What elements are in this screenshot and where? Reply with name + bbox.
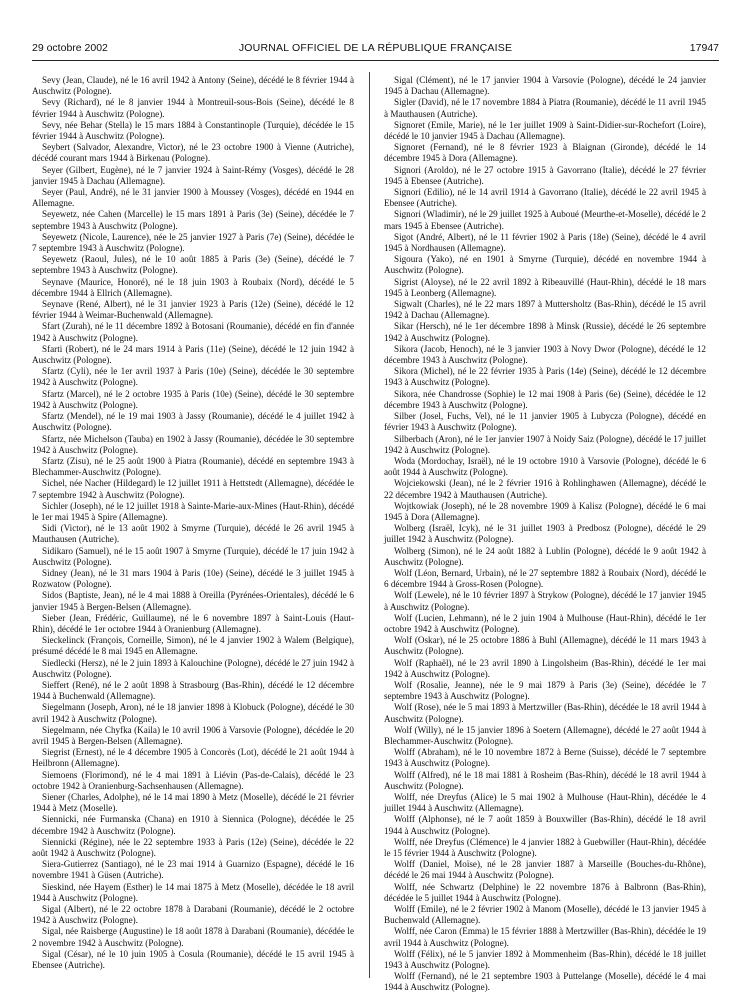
register-entry: Siera-Gutierrez (Santiago), né le 23 mai 1914 à Guarnizo (Espagne), décédé le 16 novembre 1941 à Güsen (Autriche). bbox=[32, 859, 354, 881]
register-entry: Wojciekowski (Jean), né le 2 février 1916 à Rohlinghawen (Allemagne), décédé le 22 décembre 1942 à Mauthausen (Autriche). bbox=[384, 478, 706, 500]
register-entry: Sidi (Victor), né le 13 août 1902 à Smyrne (Turquie), décédé le 26 avril 1945 à Mauthausen (Autriche). bbox=[32, 523, 354, 545]
right-column bbox=[384, 75, 706, 994]
register-entry: Wolff (Emile), né le 2 février 1902 à Manom (Moselle), décédé le 13 janvier 1945 à Buchenwald (Allemagne). bbox=[384, 904, 706, 926]
register-entry: Sigal, née Raisberge (Augustine) le 18 août 1878 à Darabani (Roumanie), décédée le 2 novembre 1942 à Auschwitz (Pologne). bbox=[32, 926, 354, 948]
register-entry: Wolff (Alfred), né le 18 mai 1881 à Rosheim (Bas-Rhin), décédé le 18 avril 1944 à Auschwitz (Pologne). bbox=[384, 769, 706, 791]
register-entry: Wolf (Rose), née le 5 mai 1893 à Mertzwiller (Bas-Rhin), décédée le 18 avril 1944 à Auschwitz (Pologne). bbox=[384, 702, 706, 724]
register-entry: Wolf (Raphaël), né le 23 avril 1890 à Lingolsheim (Bas-Rhin), décédé le 1er mai 1942 à Auschwitz (Pologne). bbox=[384, 657, 706, 679]
register-entry: Signori (Edilio), né le 14 avril 1914 à Gavorrano (Italie), décédé le 22 avril 1945 à Ebensee (Autriche). bbox=[384, 187, 706, 209]
register-entry: Wolff (Félix), né le 5 janvier 1892 à Mommenheim (Bas-Rhin), décédé le 18 juillet 1943 à Auschwitz (Pologne). bbox=[384, 948, 706, 971]
register-entry: Seybert (Salvador, Alexandre, Victor), né le 23 octobre 1900 à Vienne (Autriche), décédé courant mars 1944 à Birkenau (Pologne). bbox=[32, 142, 354, 164]
register-entry: Sfartz (Zisu), né le 25 août 1900 à Piatra (Roumanie), décédé en septembre 1943 à Blechammer-Auschwitz (Pologne). bbox=[32, 455, 354, 478]
register-entry: Woda (Mordochay, Israël), né le 19 octobre 1910 à Varsovie (Pologne), décédé le 6 août 1944 à Auschwitz (Pologne). bbox=[384, 455, 706, 478]
register-entry: Siennicki, née Furmanska (Chana) en 1910 à Siennica (Pologne), décédée le 25 décembre 1942 à Auschwitz (Pologne). bbox=[32, 814, 354, 836]
register-entry: Wolff (Daniel, Moïse), né le 28 janvier 1887 à Marseille (Bouches-du-Rhône), décédé le 26 mai 1944 à Auschwitz (Pologne). bbox=[384, 859, 706, 881]
register-entry: Wolf (Rosalie, Jeanne), née le 9 mai 1879 à Paris (3e) (Seine), décédée le 7 septembre 1943 à Auschwitz (Pologne). bbox=[384, 679, 706, 702]
register-entry: Sevy, née Behar (Stella) le 15 mars 1884 à Constantinople (Turquie), décédée le 15 février 1944 à Auschwitz (Pologne). bbox=[32, 119, 354, 142]
register-entry: Sevy (Jean, Claude), né le 16 avril 1942 à Antony (Seine), décédé le 8 février 1944 à Auschwitz (Pologne). bbox=[32, 75, 354, 97]
register-entry: Sfart (Zurah), né le 11 décembre 1892 à Botosani (Roumanie), décédé en fin d'année 1942 à Auschwitz (Pologne). bbox=[32, 321, 354, 343]
register-entry: Signoret (Fernand), né le 8 février 1923 à Blaignan (Gironde), décédé le 14 décembre 1945 à Dora (Allemagne). bbox=[384, 142, 706, 164]
register-entry: Sigwalt (Charles), né le 22 mars 1897 à Muttersholtz (Bas-Rhin), décédé le 15 avril 1942 à Dachau (Allemagne). bbox=[384, 299, 706, 321]
header-date: 29 octobre 2002 bbox=[32, 42, 108, 54]
register-entry: Wolff (Alphonse), né le 7 août 1859 à Bouxwiller (Bas-Rhin), décédé le 18 avril 1944 à Auschwitz (Pologne). bbox=[384, 814, 706, 836]
register-entry: Wolff (Abraham), né le 10 novembre 1872 à Berne (Suisse), décédé le 7 septembre 1943 à Auschwitz (Pologne). bbox=[384, 747, 706, 769]
register-entry: Siemoens (Florimond), né le 4 mai 1891 à Liévin (Pas-de-Calais), décédé le 23 octobre 1942 à Oranienburg-Sachsenhausen (Allemagne). bbox=[32, 769, 354, 791]
register-entry: Sikora (Michel), né le 22 février 1935 à Paris (14e) (Seine), décédé le 12 décembre 1943 à Auschwitz (Pologne). bbox=[384, 366, 706, 388]
register-entry: Sidney (Jean), né le 31 mars 1904 à Paris (10e) (Seine), décédé le 3 juillet 1945 à Rozwatow (Pologne). bbox=[32, 567, 354, 590]
register-entry: Sfartz (Marcel), né le 2 octobre 1935 à Paris (10e) (Seine), décédé le 30 septembre 1942 à Auschwitz (Pologne). bbox=[32, 388, 354, 410]
register-entry: Siegrist (Ernest), né le 4 décembre 1905 à Concorès (Lot), décédé le 21 août 1944 à Heilbronn (Allemagne). bbox=[32, 747, 354, 769]
register-entry: Wolff, née Schwartz (Delphine) le 22 novembre 1876 à Balbronn (Bas-Rhin), décédée le 5 juillet 1944 à Auschwitz (Pologne). bbox=[384, 881, 706, 903]
header-rule bbox=[32, 60, 719, 61]
register-entry: Signori (Aroldo), né le 27 octobre 1915 à Gavorrano (Italie), décédé le 27 février 1945 à Ebensee (Autriche). bbox=[384, 164, 706, 186]
register-entry: Wojtkowiak (Joseph), né le 28 novembre 1909 à Kalisz (Pologne), décédé le 6 mai 1945 à Dora (Allemagne). bbox=[384, 500, 706, 522]
register-entry: Sichel, née Nacher (Hildegard) le 12 juillet 1911 à Hettstedt (Allemagne), décédée le 7 septembre 1942 à Auschwitz (Pologne). bbox=[32, 478, 354, 500]
register-entry: Siegelmann (Joseph, Aron), né le 18 janvier 1898 à Klobuck (Pologne), décédé le 30 avril 1942 à Auschwitz (Pologne). bbox=[32, 702, 354, 724]
header-page-number: 17947 bbox=[689, 42, 719, 54]
register-entry: Sieber (Jean, Frédéric, Guillaume), né le 6 novembre 1897 à Saint-Louis (Haut-Rhin), décédé le 1er octobre 1944 à Oranienburg (Allemagne). bbox=[32, 612, 354, 634]
left-column bbox=[32, 75, 354, 971]
register-entry: Siennicki (Régine), née le 22 septembre 1933 à Paris (12e) (Seine), décédée le 22 août 1942 à Auschwitz (Pologne). bbox=[32, 836, 354, 859]
register-entry: Sikar (Hersch), né le 1er décembre 1898 à Minsk (Russie), décédé le 26 septembre 1942 à Auschwitz (Pologne). bbox=[384, 321, 706, 343]
register-entry: Sigal (César), né le 10 juin 1905 à Cosula (Roumanie), décédé le 15 avril 1945 à Ebensee (Autriche). bbox=[32, 948, 354, 971]
register-entry: Seynave (Maurice, Honoré), né le 18 juin 1903 à Roubaix (Nord), décédé le 5 décembre 1944 à Ellrich (Allemagne). bbox=[32, 276, 354, 298]
register-entry: Wolff (Fernand), né le 21 septembre 1903 à Puttelange (Moselle), décédé le 4 mai 1944 à Auschwitz (Pologne). bbox=[384, 971, 706, 993]
register-entry: Wolff, née Dreyfus (Alice) le 5 mai 1902 à Mulhouse (Haut-Rhin), décédée le 4 juillet 1944 à Auschwitz (Allemagne). bbox=[384, 792, 706, 814]
register-entry: Sieffert (René), né le 2 août 1898 à Strasbourg (Bas-Rhin), décédé le 12 décembre 1944 à Buchenwald (Allemagne). bbox=[32, 679, 354, 702]
header-journal-title: JOURNAL OFFICIEL DE LA RÉPUBLIQUE FRANÇAISE bbox=[238, 42, 513, 54]
register-entry: Siener (Charles, Adolphe), né le 14 mai 1890 à Metz (Moselle), décédé le 21 février 1944 à Metz (Moselle). bbox=[32, 792, 354, 814]
page-header bbox=[32, 38, 719, 58]
register-entry: Sigot (André, Albert), né le 11 février 1902 à Paris (18e) (Seine), décédé le 4 avril 1945 à Nordhausen (Allemagne). bbox=[384, 231, 706, 254]
register-entry: Sidos (Baptiste, Jean), né le 4 mai 1888 à Oreilla (Pyrénées-Orientales), décédé le 6 janvier 1945 à Bergen-Belsen (Allemagne). bbox=[32, 590, 354, 612]
register-entry: Seyer (Gilbert, Eugène), né le 7 janvier 1924 à Saint-Rémy (Vosges), décédé le 28 janvier 1945 à Dachau (Allemagne). bbox=[32, 164, 354, 186]
register-entry: Sfartz (Mendel), né le 19 mai 1903 à Jassy (Roumanie), décédé le 4 juillet 1942 à Auschwitz (Pologne). bbox=[32, 411, 354, 433]
register-entry: Wolberg (Simon), né le 24 août 1882 à Lublin (Pologne), décédé le 9 août 1942 à Auschwitz (Pologne). bbox=[384, 545, 706, 567]
register-entry: Wolf (Willy), né le 15 janvier 1896 à Soetern (Allemagne), décédé le 27 août 1944 à Blechammer-Auschwitz (Pologne). bbox=[384, 724, 706, 746]
register-entry: Wolf (Oskar), né le 25 octobre 1886 à Buhl (Allemagne), décédé le 11 mars 1943 à Auschwitz (Pologne). bbox=[384, 635, 706, 657]
register-entry: Seyewetz (Nicole, Laurence), née le 25 janvier 1927 à Paris (7e) (Seine), décédée le 7 septembre 1943 à Auschwitz (Pologne). bbox=[32, 231, 354, 254]
register-entry: Sigrist (Aloyse), né le 22 avril 1892 à Ribeauvillé (Haut-Rhin), décédé le 18 mars 1945 à Leonberg (Allemagne). bbox=[384, 276, 706, 298]
register-entry: Siedlecki (Hersz), né le 2 juin 1893 à Kalouchine (Pologne), décédé le 27 juin 1942 à Auschwitz (Pologne). bbox=[32, 657, 354, 679]
register-entry: Sikora, née Chandrosse (Sophie) le 12 mai 1908 à Paris (6e) (Seine), décédée le 12 décembre 1943 à Auschwitz (Pologne). bbox=[384, 388, 706, 410]
register-entry: Signori (Wladimir), né le 29 juillet 1925 à Auboué (Meurthe-et-Moselle), décédé le 2 mars 1945 à Ebensee (Autriche). bbox=[384, 209, 706, 231]
register-entry: Seyewetz, née Cahen (Marcelle) le 15 mars 1891 à Paris (3e) (Seine), décédée le 7 septembre 1943 à Auschwitz (Pologne). bbox=[32, 209, 354, 231]
register-entry: Wolf (Léon, Bernard, Urbain), né le 27 septembre 1882 à Roubaix (Nord), décédé le 6 décembre 1944 à Gross-Rosen (Pologne). bbox=[384, 567, 706, 590]
register-entry: Sigal (Clément), né le 17 janvier 1904 à Varsovie (Pologne), décédé le 24 janvier 1945 à Dachau (Allemagne). bbox=[384, 75, 706, 97]
register-entry: Sfartz (Cyli), née le 1er avril 1937 à Paris (10e) (Seine), décédée le 30 septembre 1942 à Auschwitz (Pologne). bbox=[32, 366, 354, 388]
register-entry: Silber (Josel, Fuchs, Vel), né le 11 janvier 1905 à Lubycza (Pologne), décédé en février 1943 à Auschwitz (Pologne). bbox=[384, 411, 706, 433]
column-divider bbox=[369, 72, 370, 978]
register-entry: Wolberg (Israël, Icyk), né le 31 juillet 1903 à Predbosz (Pologne), décédé le 29 juillet 1942 à Auschwitz (Pologne). bbox=[384, 523, 706, 545]
register-entry: Sieskind, née Hayem (Esther) le 14 mai 1875 à Metz (Moselle), décédée le 18 avril 1944 à Auschwitz (Pologne). bbox=[32, 881, 354, 903]
register-entry: Wolff, née Caron (Emma) le 15 février 1888 à Mertzwiller (Bas-Rhin), décédée le 19 avril 1944 à Auschwitz (Pologne). bbox=[384, 926, 706, 948]
register-entry: Seynave (René, Albert), né le 31 janvier 1923 à Paris (12e) (Seine), décédé le 12 février 1944 à Weimar-Buchenwald (Allemagne). bbox=[32, 299, 354, 321]
register-entry: Silberbach (Aron), né le 1er janvier 1907 à Noidy Saiz (Pologne), décédé le 17 juillet 1942 à Auschwitz (Pologne). bbox=[384, 433, 706, 455]
register-entry: Sfarti (Robert), né le 24 mars 1914 à Paris (11e) (Seine), décédé le 12 juin 1942 à Auschwitz (Pologne). bbox=[32, 343, 354, 366]
register-entry: Seyer (Paul, André), né le 31 janvier 1900 à Moussey (Vosges), décédé en 1944 en Allemagne. bbox=[32, 187, 354, 209]
register-entry: Siegelmann, née Chyfka (Kaila) le 10 avril 1906 à Varsovie (Pologne), décédée le 20 avril 1945 à Bergen-Belsen (Allemagne). bbox=[32, 724, 354, 746]
register-entry: Sigoura (Yako), né en 1901 à Smyrne (Turquie), décédé en novembre 1944 à Auschwitz (Pologne). bbox=[384, 254, 706, 276]
register-entry: Sichler (Joseph), né le 12 juillet 1918 à Sainte-Marie-aux-Mines (Haut-Rhin), décédé le 1er mai 1945 à Spire (Allemagne). bbox=[32, 500, 354, 522]
register-entry: Sikora (Jacob, Henoch), né le 3 janvier 1903 à Novy Dwor (Pologne), décédé le 12 décembre 1943 à Auschwitz (Pologne). bbox=[384, 343, 706, 366]
register-entry: Wolf (Lucien, Lehmann), né le 2 juin 1904 à Mulhouse (Haut-Rhin), décédé le 1er octobre 1942 à Auschwitz (Pologne). bbox=[384, 612, 706, 634]
register-entry: Sigal (Albert), né le 22 octobre 1878 à Darabani (Roumanie), décédé le 2 octobre 1942 à Auschwitz (Pologne). bbox=[32, 904, 354, 926]
register-entry: Sevy (Richard), né le 8 janvier 1944 à Montreuil-sous-Bois (Seine), décédé le 8 février 1944 à Auschwitz (Pologne). bbox=[32, 97, 354, 119]
register-entry: Wolf (Lewele), né le 10 février 1897 à Strykow (Pologne), décédé le 17 janvier 1945 à Auschwitz (Pologne). bbox=[384, 590, 706, 612]
register-entry: Sidikaro (Samuel), né le 15 août 1907 à Smyrne (Turquie), décédé le 17 juin 1942 à Auschwitz (Pologne). bbox=[32, 545, 354, 567]
register-entry: Wolff, née Dreyfus (Clémence) le 4 janvier 1882 à Guebwiller (Haut-Rhin), décédée le 15 février 1944 à Auschwitz (Pologne). bbox=[384, 836, 706, 859]
register-entry: Sfartz, née Michelson (Tauba) en 1902 à Jassy (Roumanie), décédée le 30 septembre 1942 à Auschwitz (Pologne). bbox=[32, 433, 354, 455]
register-entry: Sieckelinck (François, Corneille, Simon), né le 4 janvier 1902 à Walem (Belgique), présumé décédé le 8 mai 1945 en Allemagne. bbox=[32, 635, 354, 657]
register-entry: Signoret (Emile, Marie), né le 1er juillet 1909 à Saint-Didier-sur-Rochefort (Loire), décédé le 10 janvier 1945 à Dachau (Allemagne). bbox=[384, 119, 706, 142]
register-entry: Seyewetz (Raoul, Jules), né le 10 août 1885 à Paris (3e) (Seine), décédé le 7 septembre 1943 à Auschwitz (Pologne). bbox=[32, 254, 354, 276]
register-entry: Sigler (David), né le 17 novembre 1884 à Piatra (Roumanie), décédé le 11 avril 1945 à Mauthausen (Autriche). bbox=[384, 97, 706, 119]
